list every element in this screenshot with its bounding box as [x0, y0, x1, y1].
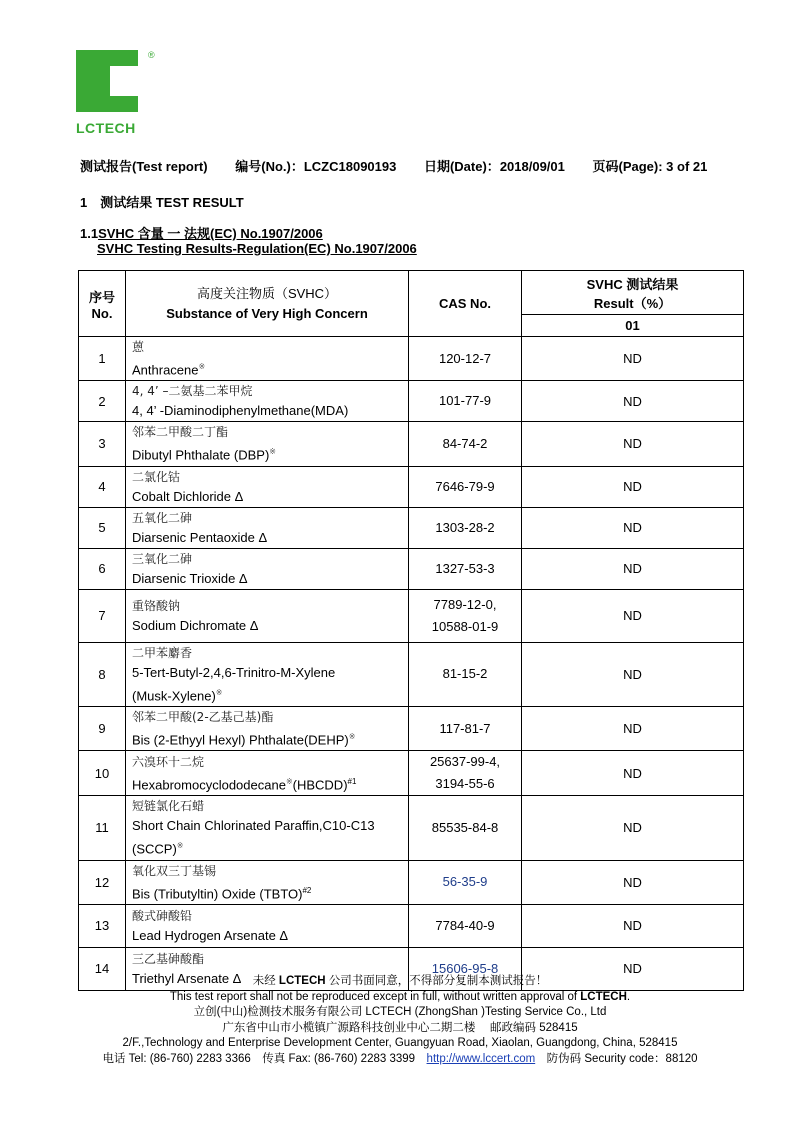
substance-name-en-text: 5-Tert-Butyl-2,4,6-Trinitro-M-Xylene: [132, 664, 336, 680]
row-number: 6: [79, 548, 126, 589]
substance-cell: [126, 589, 409, 642]
result-value: ND: [522, 706, 744, 750]
table-row: [79, 796, 744, 860]
substance-name-en: [132, 772, 402, 795]
cas-value: 84-74-2: [442, 435, 488, 451]
substance-cell: [126, 466, 409, 507]
section-title: 1 测试结果 TEST RESULT: [80, 195, 244, 210]
cas-value: 7646-79-9: [435, 478, 495, 494]
substance-name-cn: 氧化双三丁基锡: [132, 863, 217, 878]
report-header: [80, 156, 707, 175]
footer-address-cn: 广东省中山市小榄镇广源路科技创业中心二期二楼 邮政编码 528415: [222, 1021, 578, 1034]
table-row: [79, 751, 744, 796]
substance-name-en: [132, 357, 402, 380]
substance-name-en-text: Diarsenic Trioxide Δ: [132, 570, 248, 586]
cas-number: [409, 337, 522, 381]
row-number: 5: [79, 507, 126, 548]
substance-name-cn: 六溴环十二烷: [132, 754, 205, 769]
cas-number: [409, 466, 522, 507]
substance-name-en2-text: (Musk-Xylene): [132, 687, 216, 703]
cas-value: 56-35-9: [442, 874, 488, 890]
cas-value: 101-77-9: [438, 393, 492, 409]
result-value: ND: [522, 642, 744, 706]
row-number: 11: [79, 796, 126, 860]
footer-notice-en-pre: This test report shall not be reproduced except in full, without written approval of: [169, 990, 581, 1003]
footer-brand-en: LCTECH: [580, 990, 627, 1003]
substance-name-en-line2: [132, 683, 402, 706]
cas-value: 7784-40-9: [435, 917, 495, 933]
result-value: ND: [522, 947, 744, 990]
svhc-mark: ※: [198, 362, 206, 371]
svhc-mark: ※: [285, 776, 293, 786]
table-row: [79, 589, 744, 642]
header-cas: CAS No.: [409, 271, 522, 337]
header-no-cn: 序号: [88, 289, 115, 305]
substance-cell: [126, 860, 409, 904]
substance-name-en: [132, 663, 402, 683]
result-value: ND: [522, 904, 744, 947]
footer-notice-en: [0, 990, 800, 1006]
substance-name-en-text: Bis (Tributyltin) Oxide (TBTO): [132, 885, 303, 901]
cas-number: [409, 507, 522, 548]
cas-number: [409, 422, 522, 466]
header-substance-cn: 高度关注物质（SVHC）: [196, 285, 338, 301]
company-logo: [76, 50, 155, 136]
substance-name-en-text: Short Chain Chlorinated Paraffin,C10-C13: [132, 818, 375, 834]
substance-cell: [126, 507, 409, 548]
table-row: [79, 466, 744, 507]
report-date-label: 日期(Date)：: [423, 159, 500, 174]
substance-name-en-text: Hexabromocyclododecane: [132, 776, 286, 792]
row-number: 2: [79, 381, 126, 422]
footer-notice-cn: [0, 974, 800, 990]
cas-value: 25637-99-4,: [429, 754, 501, 770]
table-row: [79, 642, 744, 706]
cas-value: 1303-28-2: [435, 519, 495, 535]
cas-number: [409, 706, 522, 750]
row-number: 9: [79, 706, 126, 750]
table-row: [79, 337, 744, 381]
substance-name-cn: 酸式砷酸铅: [132, 908, 193, 923]
footer-contact: [0, 1052, 800, 1068]
substance-cell: [126, 904, 409, 947]
row-number: 12: [79, 860, 126, 904]
substance-name-cn: 二氯化钴: [132, 469, 181, 484]
substance-name-en: [132, 616, 402, 636]
report-number-label: 编号(No.)：: [235, 159, 304, 174]
substance-name-en-text: Anthracene: [132, 362, 199, 378]
cas-value: 120-12-7: [438, 350, 492, 366]
footer-security-code: 防伪码 Security code：88120: [535, 1052, 698, 1065]
substance-name-en-text: Triethyl Arsenate Δ: [132, 970, 242, 986]
substance-name-en-text: Dibutyl Phthalate (DBP): [132, 447, 270, 463]
header-no-en: No.: [91, 305, 113, 321]
footnote-ref: #2: [302, 885, 312, 895]
result-value: ND: [522, 796, 744, 860]
cas-number: [409, 860, 522, 904]
substance-name-en-text: 4, 4’ -Diaminodiphenylmethane(MDA): [132, 403, 349, 419]
section-subtitle-cn: [80, 223, 323, 242]
svhc-results-table: [78, 270, 744, 991]
table-row: [79, 507, 744, 548]
report-number: [235, 159, 396, 174]
substance-cell: [126, 548, 409, 589]
substance-name-en: [132, 569, 402, 589]
cas-value: 7789-12-0,: [433, 596, 497, 612]
substance-name-en-line2: [132, 836, 402, 859]
svhc-mark: ※: [176, 841, 184, 851]
substance-cell: [126, 751, 409, 796]
substance-name-en-text: Bis (2-Ethyyl Hexyl) Phthalate(DEHP): [132, 732, 349, 748]
substance-cell: [126, 422, 409, 466]
footer-phone-fax: 电话 Tel: (86-760) 2283 3366 传真 Fax: (86-760) 2283 3399: [102, 1052, 427, 1065]
cas-number: [409, 548, 522, 589]
footer-notice-en-post: .: [626, 990, 631, 1003]
footer-notice-cn-pre: 未经: [252, 975, 279, 987]
substance-name-cn: 4, 4’ –二氨基二苯甲烷: [132, 384, 253, 399]
lctech-logo-icon: [76, 50, 138, 112]
row-number: 8: [79, 642, 126, 706]
result-value: ND: [522, 860, 744, 904]
substance-name-en: [132, 401, 402, 421]
cas-value: 85535-84-8: [431, 819, 499, 835]
substance-name-en: [132, 727, 402, 750]
page-footer: [0, 974, 800, 1067]
substance-name-en: [132, 487, 402, 507]
result-value: ND: [522, 381, 744, 422]
report-label: 测试报告(Test report): [80, 159, 208, 174]
table-row: [79, 706, 744, 750]
report-number-value: LCZC18090193: [303, 159, 397, 174]
substance-name-en: [132, 816, 402, 836]
row-number: 3: [79, 422, 126, 466]
header-result-en: Result（%）: [593, 295, 672, 311]
substance-name-cn: 重铬酸钠: [132, 598, 181, 613]
result-value: ND: [522, 422, 744, 466]
row-number: 10: [79, 751, 126, 796]
substance-name-en-tail: (HBCDD): [292, 776, 348, 792]
substance-cell: [126, 381, 409, 422]
row-number: 7: [79, 589, 126, 642]
registered-mark: ®: [148, 50, 155, 60]
svhc-mark: ※: [269, 447, 276, 457]
row-number: 1: [79, 337, 126, 381]
row-number: 14: [79, 947, 126, 990]
cas-value: 1327-53-3: [435, 560, 495, 576]
footer-company: 立创(中山)检测技术服务有限公司 LCTECH (ZhongShan )Testing Service Co., Ltd: [193, 1006, 607, 1018]
page-number: 页码(Page): 3 of 21: [592, 159, 708, 174]
cas-value: 81-15-2: [442, 666, 488, 682]
header-substance: [126, 271, 409, 337]
header-no: [79, 271, 126, 337]
table-row: [79, 422, 744, 466]
substance-name-en: [132, 528, 402, 548]
result-value: ND: [522, 751, 744, 796]
section-subtitle-cn-text: SVHC 含量 一 法规(EC) No.1907/2006: [98, 226, 323, 241]
cas-value-2: 10588-01-9: [431, 618, 499, 634]
substance-name-cn: 蒽: [132, 340, 145, 354]
result-value: ND: [522, 589, 744, 642]
section-prefix: 1.1: [80, 226, 99, 241]
result-value: ND: [522, 507, 744, 548]
header-substance-en: Substance of Very High Concern: [166, 305, 368, 321]
footer-address-en: 2/F.,Technology and Enterprise Development Center, Guangyuan Road, Xiaolan, Guangdong, China, 528415: [122, 1037, 678, 1049]
row-number: 13: [79, 904, 126, 947]
substance-name-cn: 二甲苯麝香: [132, 645, 193, 660]
substance-cell: [126, 796, 409, 860]
result-value: ND: [522, 548, 744, 589]
cas-number: [409, 589, 522, 642]
substance-name-en-text: Cobalt Dichloride Δ: [132, 488, 244, 504]
substance-name-en: [132, 881, 402, 904]
substance-name-cn: 三乙基砷酸酯: [132, 951, 205, 966]
substance-name-cn: 三氧化二砷: [132, 551, 193, 566]
report-date: [424, 159, 565, 174]
section-subtitle-en: SVHC Testing Results-Regulation(EC) No.1907/2006: [97, 241, 417, 256]
header-result-col: 01: [522, 315, 744, 337]
footnote-ref: #1: [347, 776, 357, 786]
substance-cell: [126, 337, 409, 381]
footer-notice-cn-post: 公司书面同意，不得部分复制本测试报告！: [325, 975, 548, 987]
header-result-cn: SVHC 测试结果: [586, 276, 679, 292]
cas-value: 15606-95-8: [431, 960, 499, 976]
result-value: ND: [522, 466, 744, 507]
substance-name-cn: 邻苯二甲酸(2-乙基己基)酯: [132, 709, 274, 724]
cas-number: [409, 381, 522, 422]
table-row: [79, 904, 744, 947]
cas-number: [409, 904, 522, 947]
cas-number: [409, 796, 522, 860]
substance-cell: [126, 642, 409, 706]
substance-name-en-text: Diarsenic Pentaoxide Δ: [132, 529, 268, 545]
report-date-value: 2018/09/01: [499, 159, 565, 174]
website-link[interactable]: http://www.lccert.com: [426, 1052, 536, 1065]
table-row: [79, 548, 744, 589]
footer-brand: LCTECH: [278, 975, 326, 987]
cas-number: [409, 751, 522, 796]
substance-name-en-text: Sodium Dichromate Δ: [132, 617, 259, 633]
substance-name-cn: 邻苯二甲酸二丁酯: [132, 425, 229, 440]
svhc-mark: ※: [348, 731, 356, 741]
svhc-mark: ※: [215, 687, 223, 697]
substance-name-en2-text: (SCCP): [132, 841, 177, 857]
logo-text: LCTECH: [76, 120, 136, 136]
cas-number: [409, 642, 522, 706]
header-result: [522, 271, 744, 315]
table-row: [79, 860, 744, 904]
substance-cell: [126, 706, 409, 750]
substance-name-en: [132, 442, 402, 465]
cas-value-2: 3194-55-6: [435, 776, 495, 792]
substance-name-en: [132, 926, 402, 946]
substance-name-cn: 五氧化二砷: [132, 510, 193, 525]
row-number: 4: [79, 466, 126, 507]
substance-name-en-text: Lead Hydrogen Arsenate Δ: [132, 927, 289, 943]
cas-value: 117-81-7: [439, 720, 491, 736]
result-value: ND: [522, 337, 744, 381]
table-row: [79, 381, 744, 422]
substance-name-cn: 短链氯化石蜡: [132, 799, 205, 814]
